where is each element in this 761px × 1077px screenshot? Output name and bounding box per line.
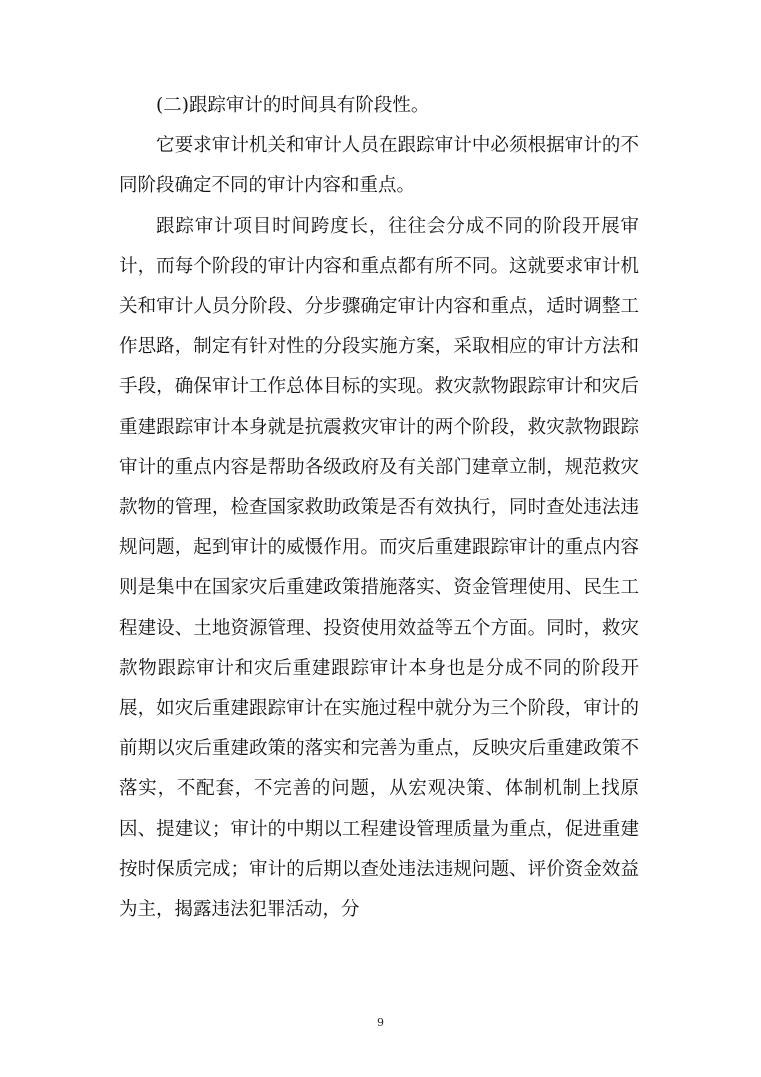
- section-heading: (二)跟踪审计的时间具有阶段性。: [156, 95, 430, 116]
- page-number: 9: [377, 1016, 384, 1029]
- paragraph: 它要求审计机关和审计人员在跟踪审计中必须根据审计的不同阶段确定不同的审计内容和重点。: [119, 135, 639, 197]
- body-text: [119, 86, 639, 930]
- paragraph: 跟踪审计项目时间跨度长，往往会分成不同的阶段开展审计，而每个阶段的审计内容和重点都有所不同。这就要求审计机关和审计人员分阶段、分步骤确定审计内容和重点，适时调整工作思路，制定有针对性的分段实施方案，采取相应的审计方法和手段，确保审计工作总体目标的实现。救灾款物跟踪审计和灾后重建跟踪审计本身就是抗震救灾审计的两个阶段，救灾款物跟踪审计的重点内容是帮助各级政府及有关部门建章立制，规范救灾款物的管理，检查国家救助政策是否有效执行，同时查处违法违规问题，起到审计的威慑作用。而灾后重建跟踪审计的重点内容则是集中在国家灾后重建政策措施落实、资金管理使用、民生工程建设、土地资源管理、投资使用效益等五个方面。同时，救灾款物跟踪审计和灾后重建跟踪审计本身也是分成不同的阶段开展，如灾后重建跟踪审计在实施过程中就分为三个阶段，审计的前期以灾后重建政策的落实和完善为重点，反映灾后重建政策不落实，不配套，不完善的问题，从宏观决策、体制机制上找原因、提建议；审计的中期以工程建设管理质量为重点，促进重建按时保质完成；审计的后期以查处违法违规问题、评价资金效益为主，揭露违法犯罪活动，分: [119, 215, 639, 921]
